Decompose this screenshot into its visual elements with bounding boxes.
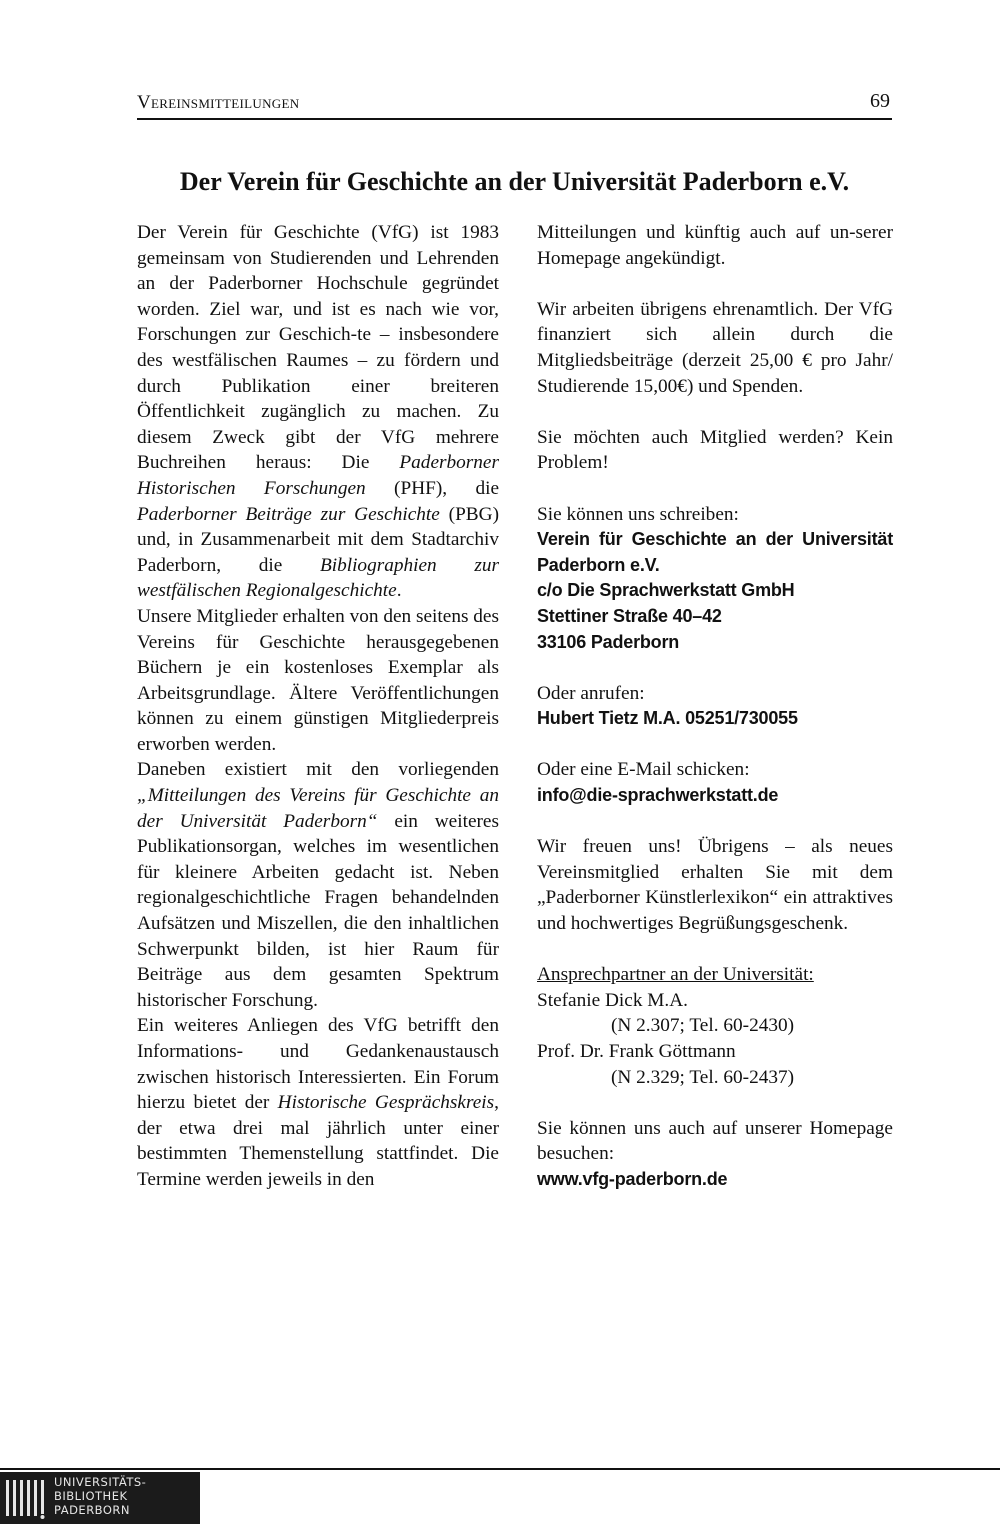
mail-block (537, 757, 893, 808)
email-address: info@die-sprachwerkstatt.de (537, 785, 779, 806)
library-logo-line-2: BIBLIOTHEK (54, 1489, 128, 1503)
running-header (137, 88, 892, 120)
library-logo-line-3: PADERBORN (54, 1503, 131, 1517)
library-logo-text (54, 1475, 146, 1517)
publication-text-a: Daneben existiert mit den vorliegenden (137, 759, 499, 781)
members-paragraph: Unsere Mitglieder erhalten von den seitens des Vereins für Geschichte herausgegebenen Büchern je ein kostenloses Exemplar als Arbeitsgrundlage. Ältere Veröffentlichungen können zu einem günstigen Mitgliederpreis erworben werden. (137, 605, 499, 755)
contacts-title: Ansprechpartner an der Universität: (537, 964, 814, 986)
section-label: Vereinsmitteilungen (137, 92, 300, 113)
call-intro: Oder anrufen: (537, 682, 645, 704)
contact-1-detail: (N 2.307; Tel. 60-2430) (611, 1015, 795, 1037)
phone-contact: Hubert Tietz M.A. 05251/730055 (537, 708, 798, 729)
mail-intro: Oder eine E-Mail schicken: (537, 759, 750, 781)
library-bars-icon (6, 1476, 46, 1520)
contact-1-name: Stefanie Dick M.A. (537, 989, 689, 1011)
contact-2-name: Prof. Dr. Frank Göttmann (537, 1041, 736, 1062)
write-block (537, 502, 893, 656)
gift-paragraph: Wir freuen uns! Übrigens – als neues Vereinsmitglied erhalten Sie mit dem „Paderborner Künstlerlexikon“ ein attraktives und hochwertiges Begrüßungsgeschenk. (537, 836, 893, 935)
library-logo (0, 1472, 200, 1524)
join-paragraph: Sie möchten auch Mitglied werden? Kein Problem! (537, 426, 893, 474)
article-title: Der Verein für Geschichte an der Universität Paderborn e.V. (179, 167, 850, 196)
left-column (137, 220, 499, 1193)
footer-rule (0, 1468, 1000, 1470)
address-line-street: Stettiner Straße 40–42 (537, 605, 722, 626)
publication-paragraph (137, 757, 499, 1013)
volunteer-paragraph: Wir arbeiten übrigens ehrenamtlich. Der VfG finanziert sich allein durch die Mitgliedsbeiträge (derzeit 25,00 € pro Jahr/ Studierende 15,00€) und Spenden. (537, 298, 893, 397)
continuation-paragraph: Mitteilungen und künftig auch auf un-serer Homepage angekündigt. (537, 222, 893, 269)
forum-paragraph (137, 1013, 499, 1192)
series-bibliographien: Bibliographien zur westfälischen Regionalgeschichte (137, 554, 499, 602)
library-logo-line-1: UNIVERSITÄTS- (54, 1475, 147, 1489)
contacts-block (537, 962, 893, 1090)
forum-title: Historische Gesprächskreis (277, 1092, 495, 1114)
intro-paragraph (137, 220, 499, 604)
right-column (537, 220, 893, 1218)
forum-text-b: , der etwa drei mal jährlich unter einer bestimmten Themenstellung stattfindet. Die Termine werden jeweils in den (137, 1092, 499, 1190)
publication-text-b: ein weiteres Publikationsorgan, welches im wesentlichen für kleinere Arbeiten gedacht ist. Neben regionalgeschichtliche Fragen behandelnden Aufsätzen und Miszellen, die den inhaltlichen Schwerpunkt bilden, ist hier Raum für Beiträge aus dem gesamten Spektrum historischer Forschung. (137, 810, 499, 1011)
address-line-city: 33106 Paderborn (537, 631, 680, 652)
address-line-org: Verein für Geschichte an der Universität Paderborn e.V. (537, 529, 893, 575)
homepage-url: www.vfg-paderborn.de (537, 1168, 728, 1189)
series-pbg: Paderborner Beiträge zur Geschichte (137, 503, 440, 525)
page-number: 69 (870, 90, 890, 112)
homepage-block (537, 1116, 893, 1193)
publication-title: „Mitteilungen des Vereins für Geschichte an der Universität Paderborn“ (137, 785, 499, 832)
call-block (537, 681, 893, 732)
contact-2-detail: (N 2.329; Tel. 60-2437) (611, 1066, 795, 1088)
intro-text-a: Der Verein für Geschichte (VfG) ist 1983 gemeinsam von Studierenden und Lehrenden an der Paderborner Hochschule gegründet worden. Ziel war, und ist es nach wie vor, Forschungen zur Geschich-te – insbesondere des westfälischen Raumes – zu fördern und durch Publikation einer breiteren Öffentlichkeit zugänglich zu machen. Zu diesem Zweck gibt der VfG mehrere Buchreihen heraus: Die (137, 222, 499, 474)
forum-text-a: Ein weiteres Anliegen des VfG betrifft den Informations- und Gedankenaustausch zwischen historisch Interessierten. Ein Forum hierzu bietet der (137, 1015, 499, 1114)
homepage-intro: Sie können uns auch auf unserer Homepage besuchen: (537, 1117, 893, 1165)
intro-text-d: . (396, 580, 402, 602)
intro-text-b: (PHF), die (365, 477, 500, 499)
address-line-co: c/o Die Sprachwerkstatt GmbH (537, 580, 795, 601)
write-intro: Sie können uns schreiben: (537, 503, 739, 525)
series-phf: Paderborner Historischen Forschungen (137, 452, 499, 499)
intro-text-c: (PBG) und, in Zusammenarbeit mit dem Stadtarchiv Paderborn, die (137, 503, 499, 576)
